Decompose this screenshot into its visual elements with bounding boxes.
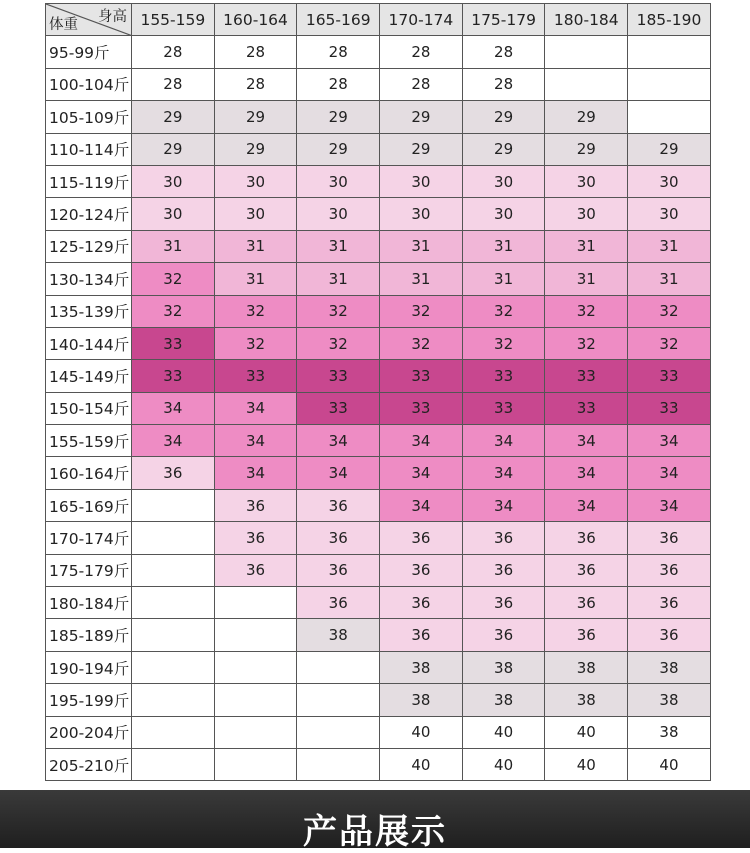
table-row	[46, 360, 711, 392]
size-cell: 32	[380, 327, 463, 359]
size-cell	[297, 684, 380, 716]
size-cell	[545, 68, 628, 100]
size-cell: 30	[297, 198, 380, 230]
size-cell: 31	[462, 263, 545, 295]
table-row	[46, 165, 711, 197]
size-cell: 34	[462, 425, 545, 457]
size-cell: 36	[380, 619, 463, 651]
table-row	[46, 68, 711, 100]
size-cell: 34	[545, 457, 628, 489]
size-cell: 36	[132, 457, 215, 489]
size-cell: 29	[545, 101, 628, 133]
height-axis-label: 身高	[98, 9, 127, 25]
size-cell: 32	[462, 327, 545, 359]
size-cell: 34	[545, 489, 628, 521]
table-row	[46, 619, 711, 651]
size-cell: 34	[297, 425, 380, 457]
size-cell: 34	[545, 425, 628, 457]
size-cell: 34	[132, 425, 215, 457]
table-row	[46, 101, 711, 133]
size-cell: 34	[380, 457, 463, 489]
weight-row-label: 155-159斤	[46, 425, 132, 457]
size-cell	[214, 587, 297, 619]
weight-row-label: 125-129斤	[46, 230, 132, 262]
table-row	[46, 489, 711, 521]
size-cell: 38	[297, 619, 380, 651]
size-cell: 29	[297, 133, 380, 165]
size-cell: 36	[462, 619, 545, 651]
size-cell: 29	[545, 133, 628, 165]
size-cell: 33	[132, 360, 215, 392]
size-cell	[214, 619, 297, 651]
size-cell: 34	[628, 425, 711, 457]
size-cell: 29	[132, 101, 215, 133]
size-cell: 29	[297, 101, 380, 133]
table-row	[46, 36, 711, 68]
size-cell: 28	[132, 36, 215, 68]
size-cell	[214, 651, 297, 683]
size-cell	[132, 522, 215, 554]
size-cell: 36	[545, 587, 628, 619]
size-cell: 30	[628, 165, 711, 197]
size-cell: 34	[628, 489, 711, 521]
weight-row-label: 160-164斤	[46, 457, 132, 489]
weight-row-label: 195-199斤	[46, 684, 132, 716]
weight-row-label: 105-109斤	[46, 101, 132, 133]
weight-row-label: 110-114斤	[46, 133, 132, 165]
size-cell: 29	[380, 133, 463, 165]
size-cell: 40	[545, 748, 628, 780]
size-cell: 32	[628, 295, 711, 327]
size-cell: 29	[380, 101, 463, 133]
size-cell: 30	[214, 198, 297, 230]
size-cell: 36	[380, 554, 463, 586]
size-cell	[214, 716, 297, 748]
size-cell: 28	[132, 68, 215, 100]
weight-row-label: 115-119斤	[46, 165, 132, 197]
size-cell: 38	[545, 684, 628, 716]
size-cell: 31	[297, 263, 380, 295]
size-cell: 32	[297, 327, 380, 359]
size-cell: 38	[628, 716, 711, 748]
size-cell: 36	[545, 522, 628, 554]
table-row	[46, 457, 711, 489]
size-cell: 31	[214, 230, 297, 262]
size-cell: 33	[545, 392, 628, 424]
height-column-header: 185-190	[628, 4, 711, 36]
size-cell: 38	[628, 684, 711, 716]
size-cell: 32	[545, 327, 628, 359]
size-cell: 38	[628, 651, 711, 683]
table-row	[46, 392, 711, 424]
weight-row-label: 165-169斤	[46, 489, 132, 521]
size-cell: 34	[214, 457, 297, 489]
table-row	[46, 198, 711, 230]
size-cell: 30	[132, 165, 215, 197]
size-cell: 31	[380, 263, 463, 295]
size-cell: 40	[462, 716, 545, 748]
table-row	[46, 684, 711, 716]
table-row	[46, 230, 711, 262]
table-row	[46, 716, 711, 748]
weight-row-label: 130-134斤	[46, 263, 132, 295]
size-cell: 36	[628, 619, 711, 651]
size-cell: 34	[380, 425, 463, 457]
size-cell: 34	[214, 425, 297, 457]
size-cell: 30	[380, 198, 463, 230]
size-cell: 28	[462, 36, 545, 68]
size-chart-table	[45, 3, 711, 781]
size-cell	[132, 651, 215, 683]
size-cell	[132, 716, 215, 748]
size-cell: 29	[132, 133, 215, 165]
size-cell: 34	[132, 392, 215, 424]
size-cell: 36	[214, 554, 297, 586]
weight-row-label: 95-99斤	[46, 36, 132, 68]
size-cell: 28	[380, 68, 463, 100]
size-cell: 30	[462, 165, 545, 197]
size-cell: 30	[297, 165, 380, 197]
product-showcase-banner	[0, 790, 750, 852]
table-row	[46, 327, 711, 359]
size-cell: 31	[214, 263, 297, 295]
size-cell: 36	[545, 619, 628, 651]
size-cell: 40	[628, 748, 711, 780]
size-cell: 38	[380, 651, 463, 683]
height-column-header: 165-169	[297, 4, 380, 36]
size-cell	[628, 68, 711, 100]
weight-row-label: 120-124斤	[46, 198, 132, 230]
size-cell: 34	[462, 489, 545, 521]
size-cell: 33	[380, 392, 463, 424]
table-corner-cell	[46, 4, 132, 36]
size-cell: 40	[380, 716, 463, 748]
size-cell: 31	[380, 230, 463, 262]
table-row	[46, 522, 711, 554]
size-cell: 33	[628, 392, 711, 424]
size-cell: 36	[462, 522, 545, 554]
table-row	[46, 748, 711, 780]
size-cell	[297, 651, 380, 683]
size-cell: 28	[297, 36, 380, 68]
weight-row-label: 100-104斤	[46, 68, 132, 100]
size-cell: 32	[462, 295, 545, 327]
size-cell: 33	[545, 360, 628, 392]
table-row	[46, 554, 711, 586]
size-cell: 38	[462, 651, 545, 683]
size-cell: 33	[132, 327, 215, 359]
size-cell: 28	[214, 36, 297, 68]
size-cell: 34	[214, 392, 297, 424]
size-cell: 33	[297, 392, 380, 424]
size-cell: 33	[628, 360, 711, 392]
size-cell: 29	[628, 133, 711, 165]
height-column-header: 160-164	[214, 4, 297, 36]
size-cell: 36	[628, 587, 711, 619]
size-cell	[214, 684, 297, 716]
weight-row-label: 135-139斤	[46, 295, 132, 327]
size-cell: 28	[462, 68, 545, 100]
size-cell	[628, 101, 711, 133]
weight-row-label: 185-189斤	[46, 619, 132, 651]
size-cell: 34	[628, 457, 711, 489]
weight-row-label: 200-204斤	[46, 716, 132, 748]
height-column-header: 155-159	[132, 4, 215, 36]
height-column-header: 180-184	[545, 4, 628, 36]
size-cell: 36	[462, 587, 545, 619]
size-cell: 31	[297, 230, 380, 262]
size-cell: 30	[545, 165, 628, 197]
size-cell: 31	[628, 263, 711, 295]
height-column-header: 175-179	[462, 4, 545, 36]
size-cell: 31	[462, 230, 545, 262]
size-cell: 36	[462, 554, 545, 586]
size-cell: 34	[380, 489, 463, 521]
size-cell: 32	[545, 295, 628, 327]
weight-row-label: 190-194斤	[46, 651, 132, 683]
table-row	[46, 651, 711, 683]
weight-row-label: 170-174斤	[46, 522, 132, 554]
size-cell	[132, 554, 215, 586]
size-cell	[297, 716, 380, 748]
banner-title: 产品展示	[303, 812, 447, 852]
table-row	[46, 295, 711, 327]
size-cell: 30	[132, 198, 215, 230]
size-cell: 36	[297, 554, 380, 586]
size-cell: 32	[297, 295, 380, 327]
size-cell: 36	[297, 489, 380, 521]
size-cell: 34	[462, 457, 545, 489]
table-body	[46, 36, 711, 781]
size-cell: 31	[628, 230, 711, 262]
size-cell: 28	[380, 36, 463, 68]
table-row	[46, 425, 711, 457]
size-cell: 33	[462, 360, 545, 392]
size-cell: 31	[545, 263, 628, 295]
table-header-row	[46, 4, 711, 36]
size-cell	[545, 36, 628, 68]
size-cell: 30	[380, 165, 463, 197]
size-cell: 32	[214, 327, 297, 359]
size-cell: 36	[297, 522, 380, 554]
size-cell: 38	[380, 684, 463, 716]
size-cell	[628, 36, 711, 68]
size-cell: 33	[297, 360, 380, 392]
weight-row-label: 140-144斤	[46, 327, 132, 359]
weight-axis-label: 体重	[49, 17, 78, 34]
size-cell: 30	[214, 165, 297, 197]
size-cell: 32	[132, 295, 215, 327]
size-cell: 36	[214, 522, 297, 554]
size-cell: 36	[214, 489, 297, 521]
size-cell: 31	[132, 230, 215, 262]
size-cell: 32	[628, 327, 711, 359]
size-cell: 32	[214, 295, 297, 327]
size-cell: 36	[297, 587, 380, 619]
size-cell: 34	[297, 457, 380, 489]
size-cell: 36	[628, 554, 711, 586]
size-cell: 40	[380, 748, 463, 780]
height-column-header: 170-174	[380, 4, 463, 36]
weight-row-label: 180-184斤	[46, 587, 132, 619]
size-cell: 33	[380, 360, 463, 392]
size-cell: 36	[545, 554, 628, 586]
size-cell: 30	[462, 198, 545, 230]
size-cell: 30	[545, 198, 628, 230]
size-cell	[132, 619, 215, 651]
size-cell: 29	[214, 133, 297, 165]
size-cell: 38	[462, 684, 545, 716]
size-cell	[214, 748, 297, 780]
size-cell: 30	[628, 198, 711, 230]
table-row	[46, 587, 711, 619]
size-cell: 29	[214, 101, 297, 133]
size-cell	[132, 684, 215, 716]
size-cell: 36	[628, 522, 711, 554]
table-row	[46, 263, 711, 295]
size-cell: 29	[462, 133, 545, 165]
size-cell: 29	[462, 101, 545, 133]
size-cell	[132, 489, 215, 521]
weight-row-label: 205-210斤	[46, 748, 132, 780]
weight-row-label: 175-179斤	[46, 554, 132, 586]
size-cell: 40	[545, 716, 628, 748]
size-cell: 31	[545, 230, 628, 262]
weight-row-label: 145-149斤	[46, 360, 132, 392]
table-row	[46, 133, 711, 165]
weight-row-label: 150-154斤	[46, 392, 132, 424]
size-cell	[132, 748, 215, 780]
size-cell	[132, 587, 215, 619]
size-cell: 28	[214, 68, 297, 100]
size-cell: 36	[380, 522, 463, 554]
size-cell: 36	[380, 587, 463, 619]
size-cell: 32	[132, 263, 215, 295]
size-cell: 33	[462, 392, 545, 424]
size-cell: 40	[462, 748, 545, 780]
size-cell	[297, 748, 380, 780]
size-cell: 32	[380, 295, 463, 327]
size-cell: 38	[545, 651, 628, 683]
size-cell: 28	[297, 68, 380, 100]
size-cell: 33	[214, 360, 297, 392]
